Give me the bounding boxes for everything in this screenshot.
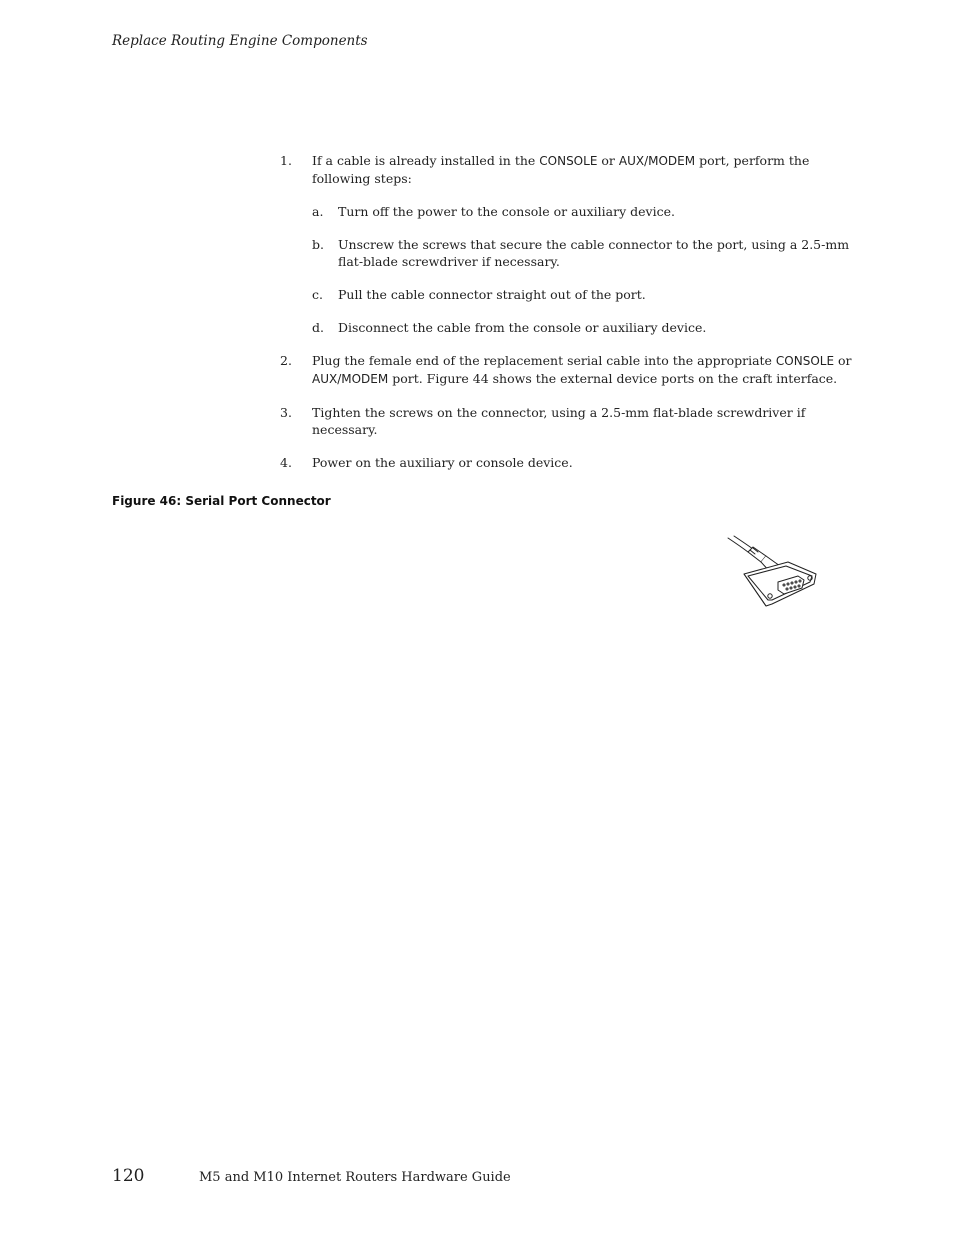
step-text-post: port. Figure 44 shows the external device ports on the craft interface.: [388, 371, 838, 386]
substep-text: Turn off the power to the console or auxiliary device.: [338, 204, 675, 219]
substep-letter: c.: [312, 287, 323, 302]
step-number: 4.: [280, 455, 292, 470]
step-text-mid: or: [597, 153, 619, 168]
substep-letter: a.: [312, 204, 324, 219]
step-number: 3.: [280, 405, 292, 420]
step-number: 2.: [280, 353, 292, 368]
footer-guide-title: M5 and M10 Internet Routers Hardware Guide: [199, 1170, 511, 1185]
step-text: Tighten the screws on the connector, using a 2.5-mm flat-blade screwdriver if necessary.: [312, 405, 806, 437]
serial-connector-icon: [726, 534, 818, 610]
port-name-aux-modem: AUX/MODEM: [618, 154, 696, 168]
substep-letter: d.: [312, 320, 324, 335]
port-name-aux-modem: AUX/MODEM: [312, 372, 389, 386]
port-name-console: CONSOLE: [539, 154, 598, 168]
substep-text: Pull the cable connector straight out of the port.: [338, 287, 646, 302]
step-2: [280, 352, 860, 388]
substep-b: [312, 236, 860, 270]
port-name-console: CONSOLE: [775, 354, 835, 368]
step-number: 1.: [280, 153, 292, 168]
running-header: Replace Routing Engine Components: [112, 33, 368, 49]
step-4: [280, 454, 860, 471]
step-1: [280, 152, 860, 336]
substep-a: [312, 203, 860, 220]
substep-letter: b.: [312, 237, 324, 252]
step-text-pre: If a cable is already installed in the: [312, 153, 540, 168]
substeps: [312, 203, 860, 336]
substep-d: [312, 319, 860, 336]
substep-text: Unscrew the screws that secure the cable connector to the port, using a 2.5-mm flat-blade screwdriver if necessary.: [338, 237, 850, 269]
substep-c: [312, 286, 860, 303]
figure-caption: Figure 46: Serial Port Connector: [112, 494, 331, 508]
step-text-post: port, perform the following steps:: [312, 153, 810, 186]
page-number: 120: [112, 1166, 145, 1186]
procedure-steps: [280, 152, 860, 487]
step-text: Power on the auxiliary or console device.: [312, 455, 573, 470]
substep-text: Disconnect the cable from the console or auxiliary device.: [338, 320, 707, 335]
step-3: [280, 404, 860, 438]
step-text-pre: Plug the female end of the replacement serial cable into the appropriate: [312, 353, 776, 368]
step-text-mid: or: [834, 353, 852, 368]
